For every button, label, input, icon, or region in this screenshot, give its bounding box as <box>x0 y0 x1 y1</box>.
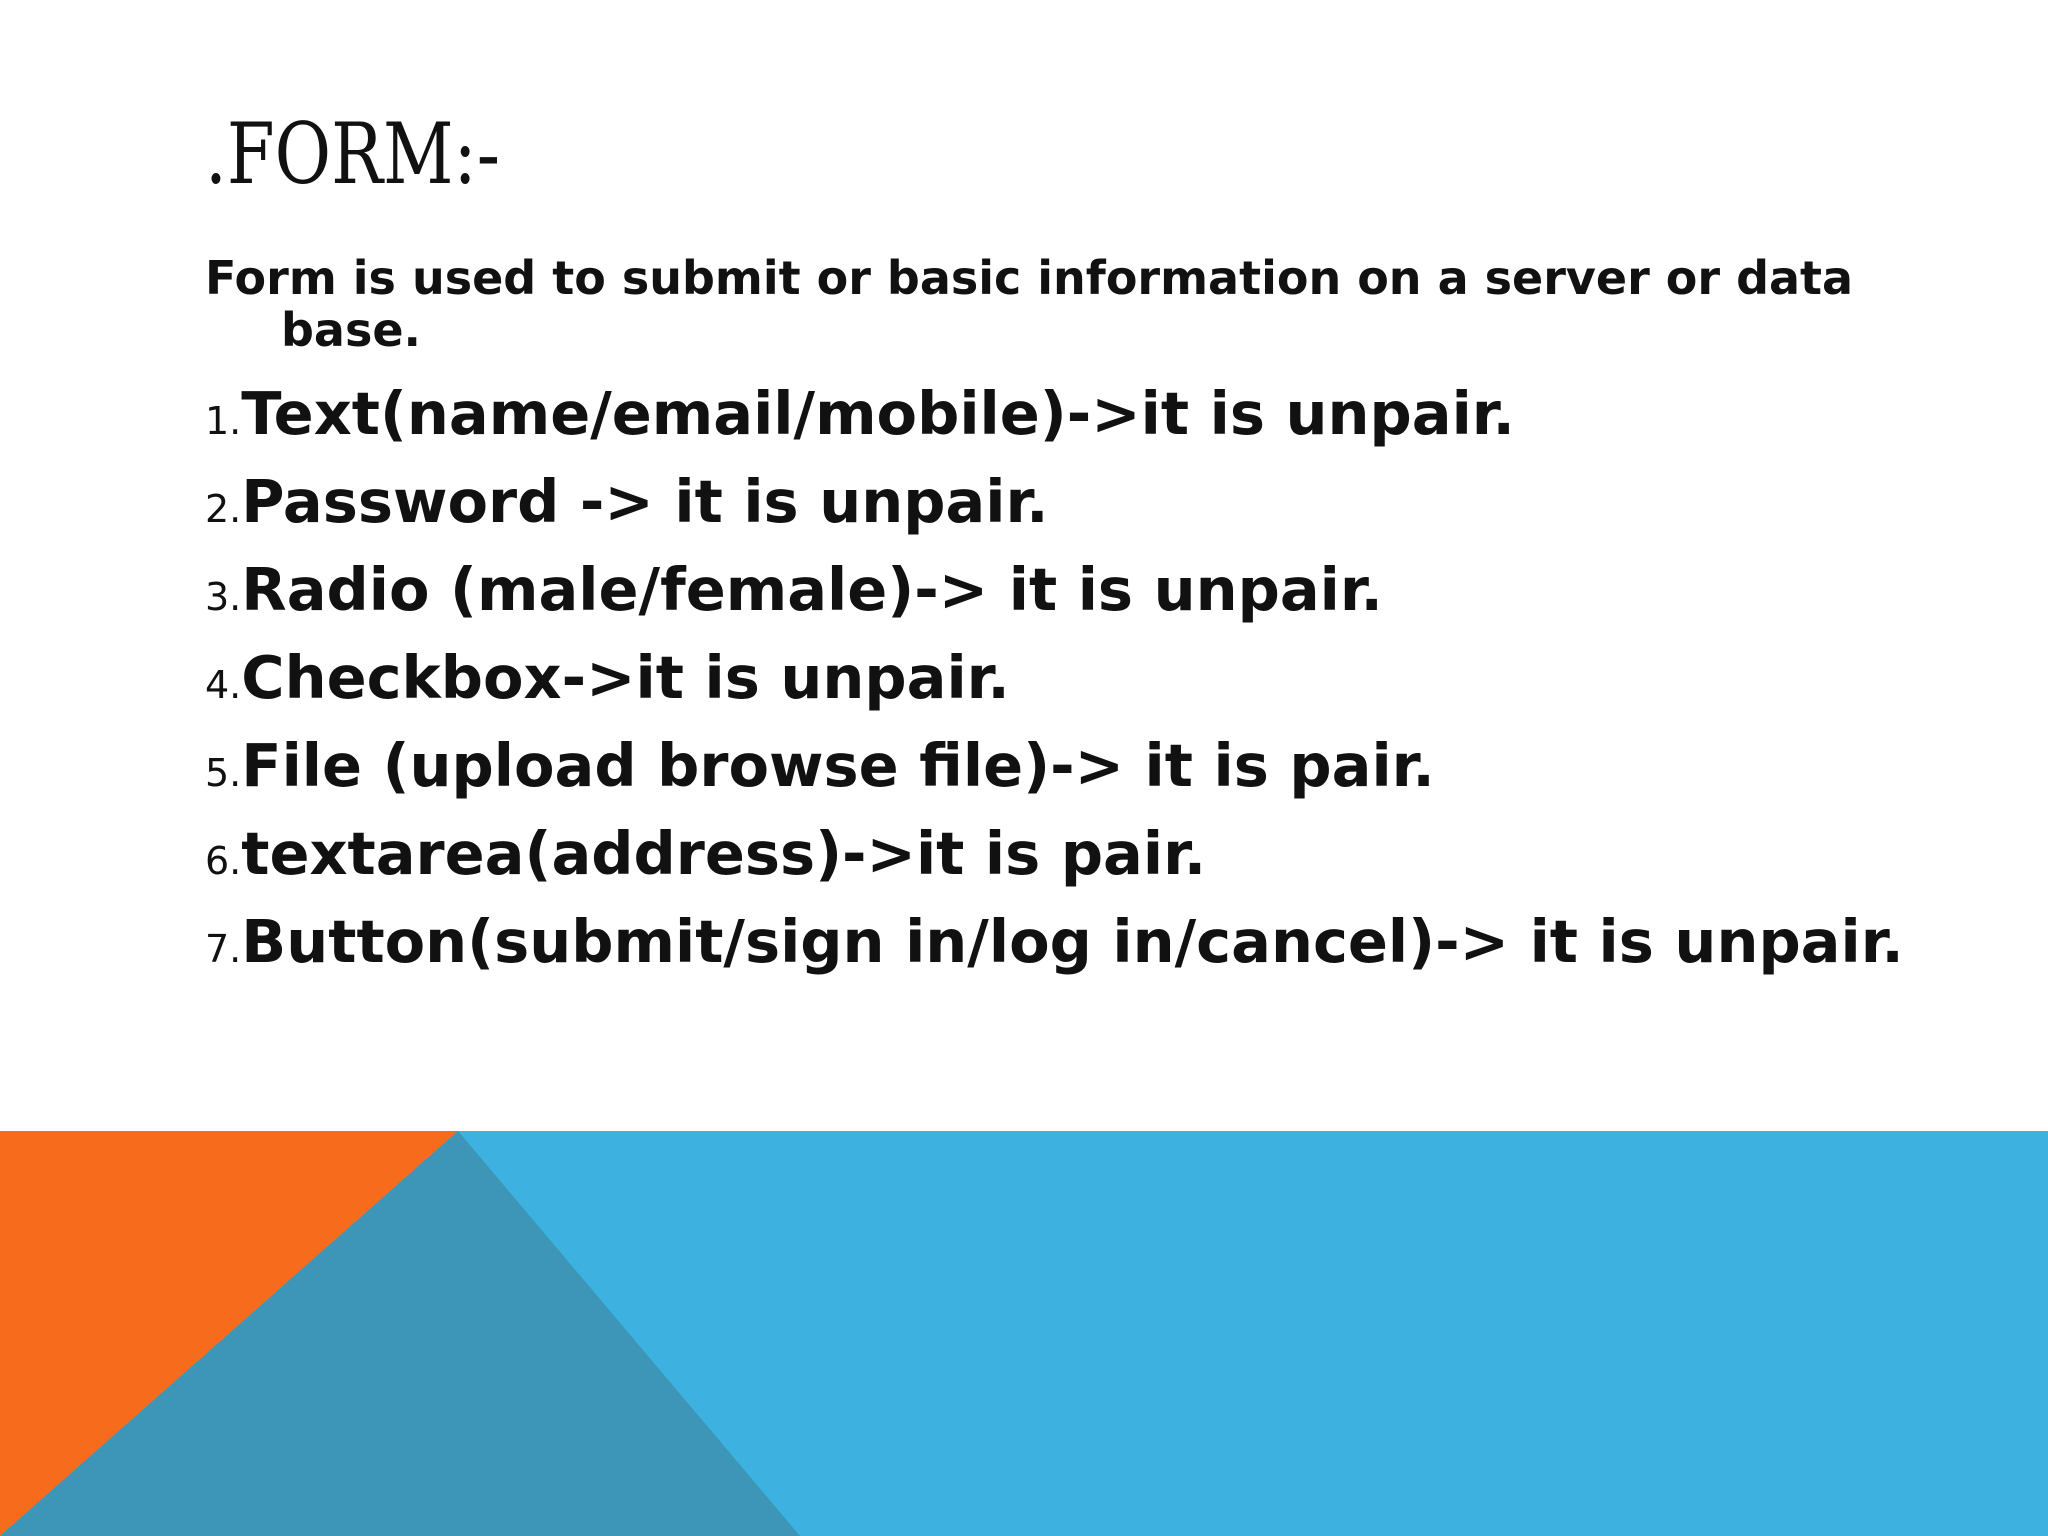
form-elements-list <box>205 370 1904 986</box>
list-item-number: 5. <box>205 751 242 795</box>
slide-title: .FORM:- <box>205 105 501 203</box>
list-item <box>205 810 1904 898</box>
list-item <box>205 634 1904 722</box>
list-item <box>205 458 1904 546</box>
list-item-text: textarea(address)->it is pair. <box>241 819 1207 888</box>
list-item-text: Text(name/email/mobile)->it is unpair. <box>241 379 1515 448</box>
list-item <box>205 722 1904 810</box>
list-item-number: 4. <box>205 663 242 707</box>
list-item <box>205 370 1904 458</box>
decorative-band <box>0 1131 2048 1536</box>
list-item <box>205 898 1904 986</box>
list-item-text: Checkbox->it is unpair. <box>241 643 1010 712</box>
list-item-number: 3. <box>205 575 242 619</box>
list-item-number: 7. <box>205 927 242 971</box>
list-item-number: 1. <box>205 399 242 443</box>
list-item <box>205 546 1904 634</box>
list-item-number: 6. <box>205 839 242 883</box>
list-item-text: File (upload browse file)-> it is pair. <box>241 731 1435 800</box>
list-item-text: Password -> it is unpair. <box>241 467 1049 536</box>
list-item-text: Button(submit/sign in/log in/cancel)-> it is unpair. <box>241 907 1904 976</box>
list-item-text: Radio (male/female)-> it is unpair. <box>241 555 1383 624</box>
intro-paragraph: Form is used to submit or basic information on a server or data base. <box>205 251 1854 357</box>
list-item-number: 2. <box>205 487 242 531</box>
